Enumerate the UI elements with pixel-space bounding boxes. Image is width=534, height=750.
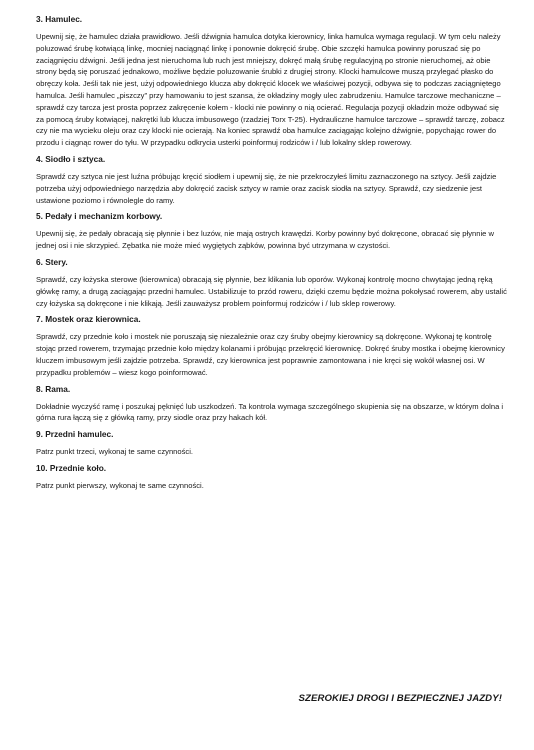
section-front-brake — [36, 429, 508, 458]
section-heading: 7. Mostek oraz kierownica. — [36, 314, 141, 325]
section-paragraph: Dokładnie wyczyść ramę i poszukaj pęknięć lub uszkodzeń. Ta kontrola wymaga szczególnego skupienia się na obszarze, w którym dolna i górna rura łączą się z główką ramy, przy siodle oraz przy hakach kół. — [36, 401, 504, 423]
section-paragraph: Sprawdź, czy przednie koło i mostek nie poruszają się niezależnie oraz czy śruby obejmy kierownicy są dokręcone. Wykonaj tę kontrolę stojąc przed rowerem, trzymając przednie koło między kolanami i próbując przekręcić kierownicę. Dokręć śruby mostka i obejmę kierownicy kluczem imbusowym jeśli zajdzie potrzeba. Sprawdź, czy kierownica jest poprawnie zamontowana i nie kręci się wokół własnej osi. W przypadku problemów – wiesz kogo poinformować. — [36, 332, 505, 377]
section-paragraph: Upewnij się, że pedały obracają się płynnie i bez luzów, nie mają ostrych krawędzi. Korby powinny być dokręcone, obracać się płynnie w jednej osi i nie skrzypieć. Zębatka nie może mieć wygiętych ząbków, powinna być utrzymana w czystości. — [36, 229, 494, 251]
closing-slogan: SZEROKIEJ DROGI I BEZPIECZNEJ JAZDY! — [298, 693, 502, 704]
section-pedals — [36, 211, 508, 252]
section-stem — [36, 314, 508, 378]
section-frame — [36, 384, 508, 425]
section-heading: 8. Rama. — [36, 383, 71, 394]
section-heading: 5. Pedały i mechanizm korbowy. — [36, 211, 163, 222]
section-headset — [36, 257, 508, 309]
section-paragraph: Upewnij się, że hamulec działa prawidłowo. Jeśli dźwignia hamulca dotyka kierownicy, linka hamulca wymaga regulacji. W tym celu należy poluzować śrubę kotwiącą linkę, mocniej naciągnąć linkę i ponownie dokręcić śrubę. Obie szczęki hamulca powinny poruszać się po zaciągnięciu dźwigni. Jeśli jedna jest nieruchoma lub ruch jest mniejszy, dokręć małą śrubę regulacyjną po stronie nieruchomej, aż obie strony będą się poruszać jednakowo, możliwe będzie poluzowanie śrubki z drugiej strony. Klocki hamulcowe muszą przylegać płasko do obręczy koła. Jeśli tak nie jest, użyj odpowiedniego klucza aby dokręcić klocek we właściwej pozycji, odbywa się to podczas zaciągniętego hamulca. Jeśli hamulec „piszczy” przy hamowaniu to jest szansa, że okładziny mogły ulec zabrudzeniu. Hamulce tarczowe mechaniczne – sprawdź czy tarcza jest prosta poprzez zakręcenie kołem - klocki nie powinny o nią ocierać. Regulacja pozycji okładzin może odbywać się za pomocą śruby kotwiącej, nakrętki lub klucza imbusowego (rzadziej Torx T-25). Hydrauliczne hamulce tarczowe – sprawdź tarczę, zobacz czy nie ma wycieku oleju oraz czy klocki nie ocierają. Na koniec sprawdź oba hamulce zaciągając kolejno dźwignie, popychając rower do przodu i ciągnąc rower do tyłu. W przypadku odkrycia usterki poinformuj rodziców i / lub lokalny sklep rowerowy. — [36, 32, 505, 148]
section-heading: 4. Siodło i sztyca. — [36, 153, 106, 164]
section-heading: 9. Przedni hamulec. — [36, 429, 114, 440]
section-front-wheel — [36, 463, 508, 492]
section-paragraph: Sprawdź, czy łożyska sterowe (kierownica) obracają się płynnie, bez klikania lub oporów. Wykonaj kontrolę mocno chwytając jedną ręką główkę ramy, a drugą zaciągając przedni hamulec. Ustabilizuje to przód roweru, dzięki czemu będzie można pokołysać rowerem, aby ustalić czy łożyska są dokręcone i nie klikają. Jeśli zauważysz problem poinformuj rodziców i / lub sklep rowerowy. — [36, 274, 507, 308]
section-heading: 6. Stery. — [36, 256, 68, 267]
section-heading: 3. Hamulec. — [36, 14, 83, 24]
section-paragraph: Patrz punkt trzeci, wykonaj te same czynności. — [36, 447, 193, 457]
section-paragraph: Patrz punkt pierwszy, wykonaj te same czynności. — [36, 480, 204, 490]
section-brake — [36, 14, 508, 149]
section-paragraph: Sprawdź czy sztyca nie jest luźna próbując kręcić siodłem i upewnij się, że nie przekroczyłeś limitu zaznaczonego na sztycy. Jeśli zajdzie potrzeba użyj odpowiedniego narzędzia aby dokręcić zacisk sztycy w ramie oraz zacisk siodła na sztycy. Sprawdź, czy siedzenie jest ustawione poziomo i równolegle do ramy. — [36, 171, 497, 205]
section-saddle — [36, 154, 508, 206]
section-heading: 10. Przednie koło. — [36, 462, 107, 473]
document-body — [36, 14, 508, 497]
